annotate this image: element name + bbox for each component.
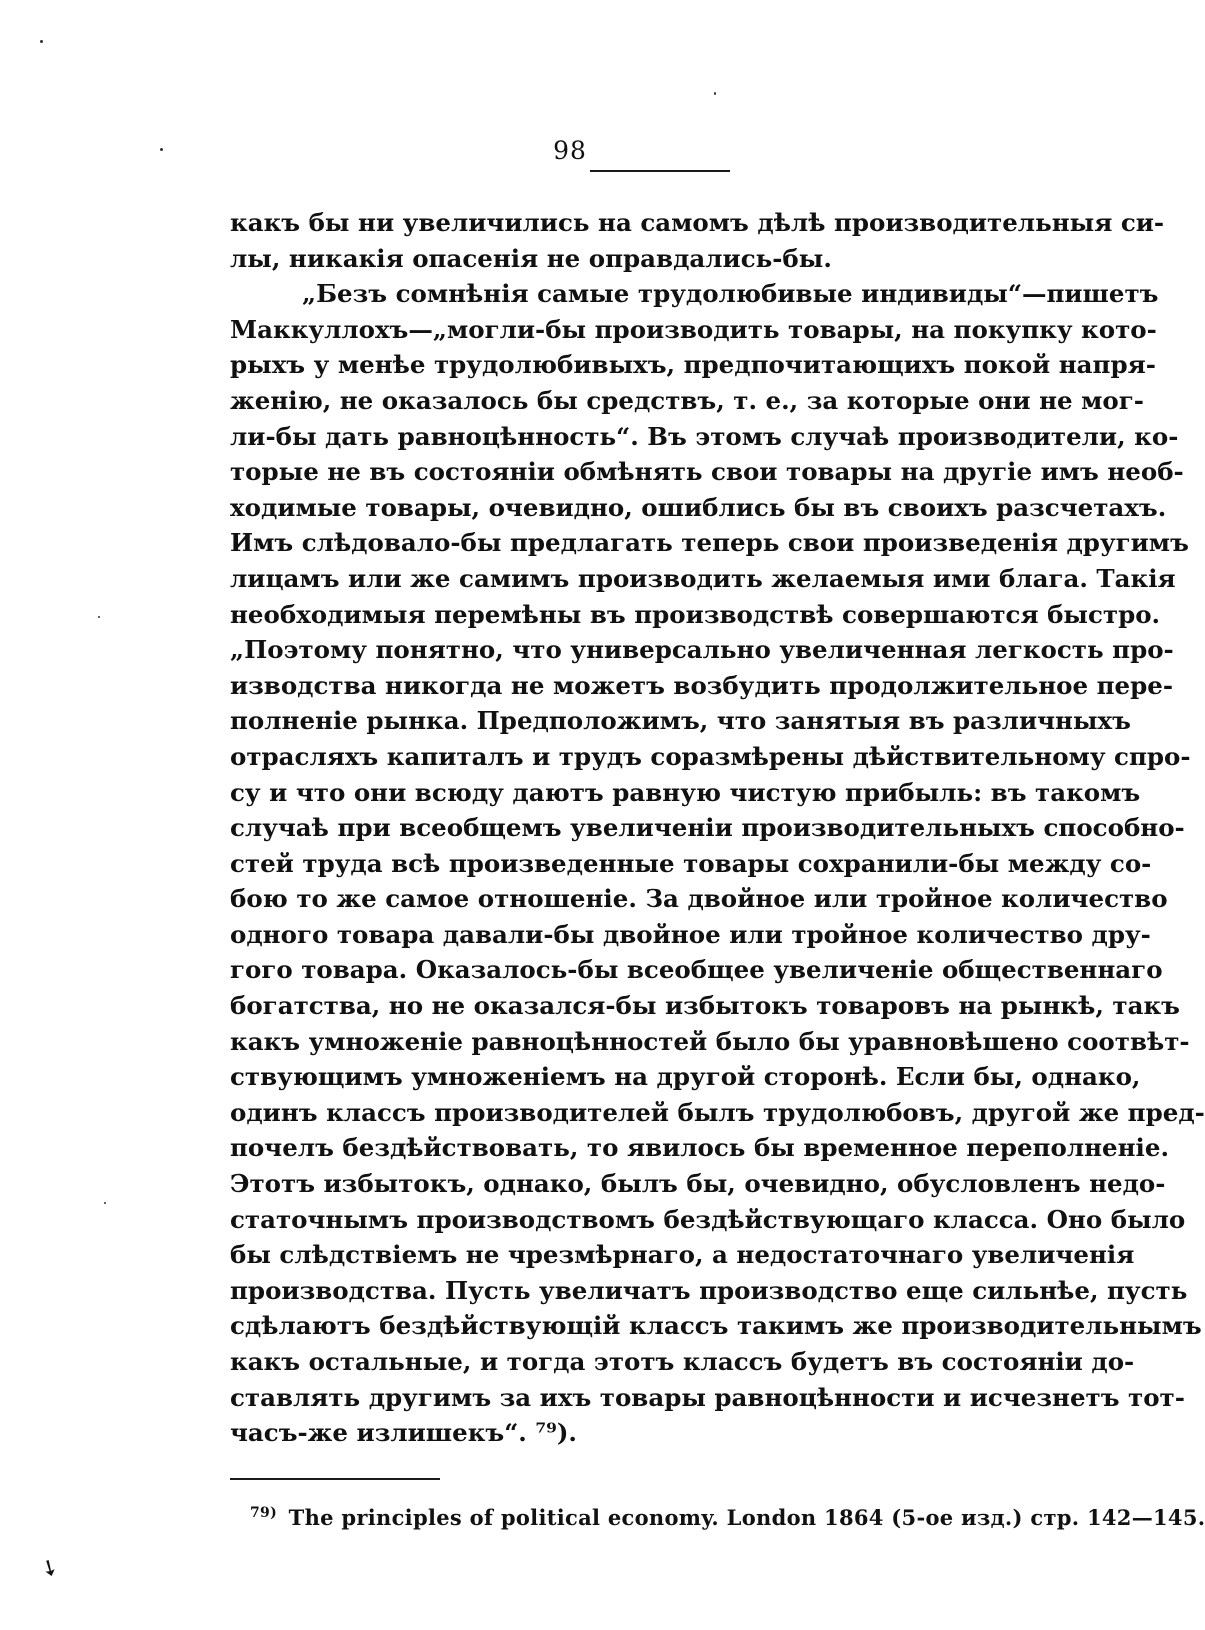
text-line: „Поэтому понятно, что универсально увеличенная легкость про- <box>230 635 1174 665</box>
text-line: производства. Пусть увеличатъ производство еще сильнѣе, пусть <box>230 1275 1188 1305</box>
text-line: гого товара. Оказалось-бы всеобщее увеличеніе общественнаго <box>230 955 1163 985</box>
text-line: одного товара давали-бы двойное или тройное количество дру- <box>230 919 1151 949</box>
scan-speck <box>40 40 43 43</box>
text-line: рыхъ у менѣе трудолюбивыхъ, предпочитающихъ покой напря- <box>230 350 1156 380</box>
text-line: какъ умноженіе равноцѣнностей было бы уравновѣшено соотвѣт- <box>230 1026 1190 1056</box>
text-line: ли-бы дать равноцѣнность“. Въ этомъ случаѣ производители, ко- <box>230 421 1179 451</box>
text-line: су и что они всюду даютъ равную чистую прибыль: въ такомъ <box>230 777 1141 807</box>
text-line: ходимые товары, очевидно, ошиблись бы въ своихъ разсчетахъ. <box>230 492 1167 522</box>
text-line: женію, не оказалось бы средствъ, т. е., за которые они не мог- <box>230 385 1144 415</box>
text-line: почелъ бездѣйствовать, то явилось бы временное переполненіе. <box>230 1133 1169 1163</box>
text-line: статочнымъ производствомъ бездѣйствующаго класса. Оно было <box>230 1204 1186 1234</box>
text-line: изводства никогда не можетъ возбудить продолжительное пере- <box>230 670 1174 700</box>
text-line: Имъ слѣдовало-бы предлагать теперь свои произведенія другимъ <box>230 528 1189 558</box>
footnote <box>250 1505 1205 1530</box>
scan-speck <box>98 616 100 618</box>
scan-speck <box>714 92 716 95</box>
scan-speck <box>104 1202 106 1204</box>
text-line: Этотъ избытокъ, однако, былъ бы, очевидно, обусловленъ недо- <box>230 1169 1166 1199</box>
text-line: лы, никакія опасенія не оправдались-бы. <box>230 243 832 273</box>
text-line: ставлять другимъ за ихъ товары равноцѣнности и исчезнетъ тот- <box>230 1382 1185 1412</box>
text-line: стей труда всѣ произведенные товары сохранили-бы между со- <box>230 848 1152 878</box>
page-number-rule <box>590 170 730 172</box>
page-number: 98 <box>553 136 587 165</box>
text-line: лицамъ или же самимъ производить желаемыя ими блага. Такія <box>230 563 1176 593</box>
footnote-text: The principles of political economy. London 1864 (5-ое изд.) стр. 142—145. <box>288 1505 1205 1530</box>
footnote-marker: 79) <box>250 1505 278 1521</box>
text-line: полненіе рынка. Предположимъ, что занятыя въ различныхъ <box>230 706 1131 736</box>
text-line: Маккуллохъ—„могли-бы производить товары, на покупку кото- <box>230 314 1157 344</box>
body-text <box>230 205 1205 1451</box>
footnote-rule <box>230 1478 440 1480</box>
text-line: „Безъ сомнѣнія самые трудолюбивые индивиды“—пишетъ <box>302 279 1159 309</box>
text-line: сдѣлаютъ бездѣйствующій классъ такимъ же производительнымъ <box>230 1311 1202 1341</box>
text-line: отрасляхъ капиталъ и трудъ соразмѣрены дѣйствительному спро- <box>230 741 1191 771</box>
text-line: какъ бы ни увеличились на самомъ дѣлѣ производительныя си- <box>230 208 1165 237</box>
text-line: какъ остальные, и тогда этотъ классъ будетъ въ состояніи до- <box>230 1347 1135 1376</box>
scan-corner-mark: ➘ <box>34 1553 64 1584</box>
text-line: ствующимъ умноженіемъ на другой сторонѣ. Если бы, однако, <box>230 1062 1141 1092</box>
text-line: необходимыя перемѣны въ производствѣ совершаются быстро. <box>230 599 1161 629</box>
text-line: часъ-же излишекъ“. ⁷⁹). <box>230 1418 577 1448</box>
text-line: торые не въ состояніи обмѣнять свои товары на другіе имъ необ- <box>230 457 1184 487</box>
text-line: случаѣ при всеобщемъ увеличеніи производительныхъ способно- <box>230 813 1185 843</box>
text-line: одинъ классъ производителей былъ трудолюбовъ, другой же пред- <box>230 1097 1205 1127</box>
text-line: бы слѣдствіемъ не чрезмѣрнаго, а недостаточнаго увеличенія <box>230 1240 1135 1270</box>
text-line: богатства, но не оказался-бы избытокъ товаровъ на рынкѣ, такъ <box>230 991 1180 1021</box>
scan-speck <box>160 148 163 151</box>
text-line: бою то же самое отношеніе. За двойное или тройное количество <box>230 884 1168 914</box>
